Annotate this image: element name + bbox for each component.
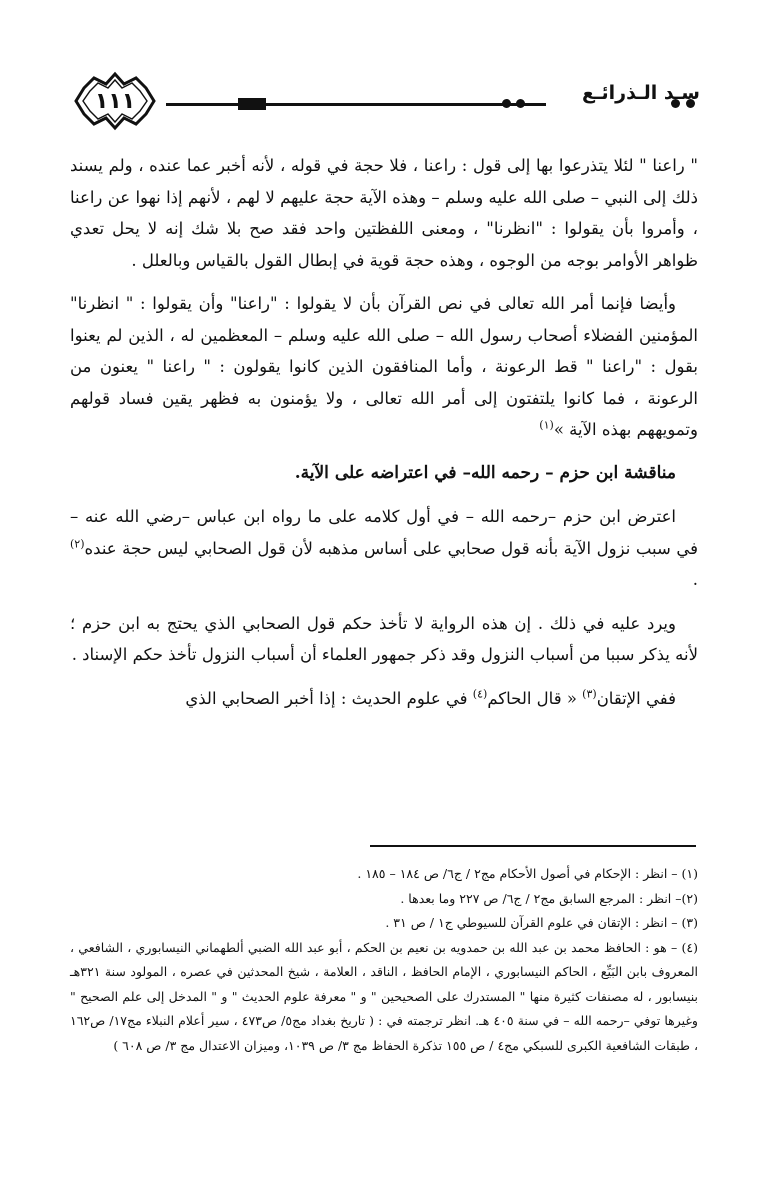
paragraph: ويرد عليه في ذلك . إن هذه الرواية لا تأخذ حكم قول الصحابي الذي يحتج به ابن حزم ؛ لأنه يذكر سببا من أسباب النزول وقد ذكر جمهور العلماء أن أسباب النزول تأخذ حكم الإسناد . [70,613,698,664]
paragraph: اعترض ابن حزم –رحمه الله – في أول كلامه على ما رواه ابن عباس –رضي الله عنه – في سبب نزول الآية بأنه قول صحابي على أساس مذهبه لأن قول الصحابي ليس حجة عنده$^{(٢)}$ . [70,507,698,589]
paragraph: وأيضا فإنما أمر الله تعالى في نص القرآن بأن لا يقولوا : "راعنا" وأن يقولوا : " انظرنا" المؤمنين الفضلاء أصحاب رسول الله – صلى الله عليه وسلم – المعظمين له ، الذين لم يعنوا بقول : "راعنا " قط الرعونة ، وأما المنافقون الذين كانوا يقولون : " راعنا " يعنون من الرعونة ، فما كانوا يلتفتون إلى أمر الله تعالى ، ولا يؤمنون به فظهر يقين فساد قولهم وتمويههم بهذه الآية »$^{(١)}$ [70,294,698,439]
footnote: (١) – انظر : الإحكام في أصول الأحكام مج٢ / ج٦/ ص ١٨٤ – ١٨٥ . [357,866,698,881]
paragraph: " راعنا " لئلا يتذرعوا بها إلى قول : راعنا ، فلا حجة في قوله ، لأنه أخبر عما عنده ، ولم يسند ذلك إلى النبي – صلى الله عليه وسلم – وهذه الآية حجة عليهم لا لهم ، لأنهم إذا نهوا عن راعنا ، وأمروا بأن يقولوا : "انظرنا" ، ومعنى اللفظتين واحد فقد صح بلا شك إنه لا يحل تعدي ظواهر الأوامر بوجه من الوجوه ، وهذه حجة قوية في إبطال القول بالقياس وبالعلل . [70,156,698,270]
page-header [70,70,700,140]
header-rule [166,103,546,106]
footnote: (٢)– انظر : المرجع السابق مج٢ / ج٦/ ص ٢٢٧ وما بعدها . [400,890,698,906]
footnote-ref: (٤) [472,687,488,700]
footnotes [70,862,698,1058]
footnote: (٤) – هو : الحافظ محمد بن عبد الله بن حمدويه بن نعيم بن الحكم ، أبو عبد الله الضبي ألطهماني النيسابوري ، الشافعي ، المعروف بابن البَيِّع ، الحاكم النيسابوري ، الإمام الحافظ ، الناقد ، العلامة ، شيخ المحدثين في عصره ، المولود سنة ٣٢١هـ بنيسابور ، له مصنفات كثيرة منها " المستدرك على الصحيحين " و " معرفة علوم الحديث " و " المدخل إلى علم الصحيح " وغيرها توفي –رحمه الله – في سنة ٤٠٥ هـ. انظر ترجمته في : ( تاريخ بغداد مج٥/ ص٤٧٣ ، سير أعلام النبلاء مج١٧/ ص١٦٢ ، طبقات الشافعية الكبرى للسبكي مج٤ / ص ١٥٥ تذكرة الحفاظ مج ٣/ ص ١٠٣٩، وميزان الاعتدال مج ٣/ ص ٦٠٨ ) [70,939,698,1053]
running-title: سـد الـذرائـع [582,82,700,104]
footnote-ref: (١) [539,418,554,432]
footnote: (٣) – انظر : الإتقان في علوم القرآن للسيوطي ج١ / ص ٣١ . [385,915,698,930]
section-heading: مناقشة ابن حزم – رحمه الله– في اعتراضه على الآية. [294,462,676,483]
header-dot [502,99,511,108]
footnote-ref: (٢) [70,537,85,550]
main-text [70,150,698,726]
page-number: ١١١ [94,88,136,114]
footnote-separator [370,845,696,847]
footnote-ref: (٣) [582,687,597,700]
paragraph: ففي الإتقان$^{(٣)}$ « قال الحاكم$^{(٤)}$ في علوم الحديث : إذا أخبر الصحابي الذي [185,687,676,708]
header-rule-block [238,98,266,110]
header-dot [516,99,525,108]
